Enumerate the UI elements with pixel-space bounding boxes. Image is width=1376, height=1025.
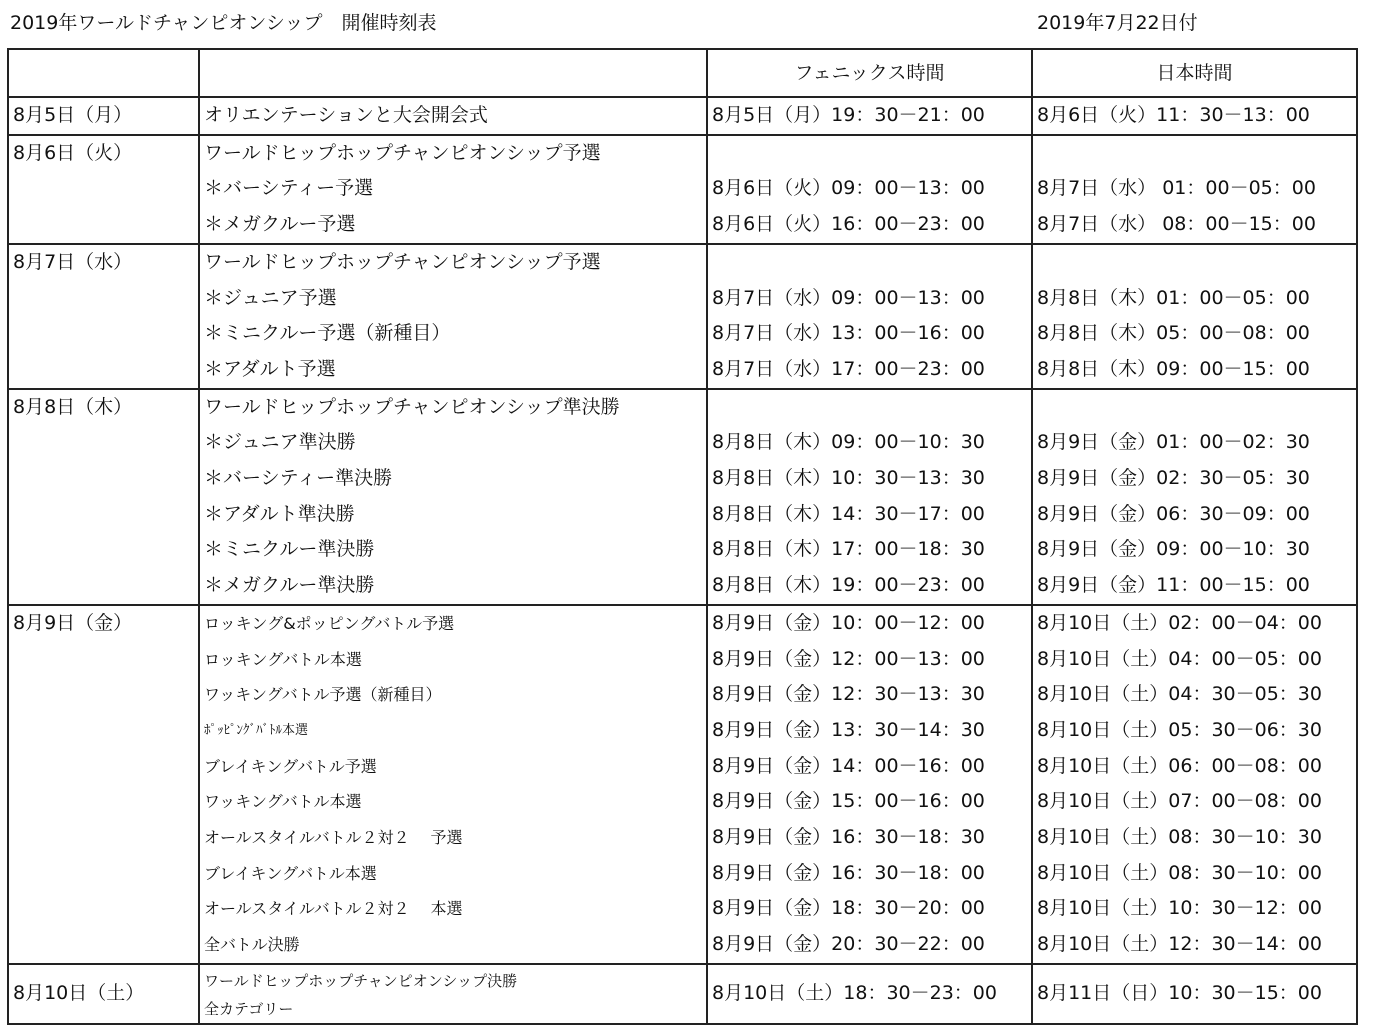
- japan-time-cell: 8月8日（木）05：00－08：00: [1032, 316, 1357, 352]
- phoenix-time-cell: 8月7日（水）09：00－13：00: [707, 281, 1032, 317]
- table-row: [8, 461, 1357, 497]
- phoenix-time-cell: 8月6日（火）09：00－13：00: [707, 171, 1032, 207]
- schedule-body: [8, 49, 1357, 1024]
- table-row: [8, 316, 1357, 352]
- japan-time-cell: 8月10日（土）10：30－12：00: [1032, 891, 1357, 927]
- japan-time-cell: [1032, 244, 1357, 281]
- final-event-line1: ワールドヒップホップチャンピオンシップ決勝: [204, 971, 518, 990]
- japan-time-cell: 8月8日（木）09：00－15：00: [1032, 352, 1357, 389]
- phoenix-time-cell: 8月9日（金）15：00－16：00: [707, 784, 1032, 820]
- table-row: [8, 820, 1357, 856]
- final-event-lines: [204, 965, 706, 1023]
- event-cell: オールスタイルバトル２対２ 予選: [199, 820, 707, 856]
- phoenix-time-cell: 8月9日（金）13：30－14：30: [707, 713, 1032, 749]
- table-row: [8, 425, 1357, 461]
- japan-time-cell: 8月9日（金）11：00－15：00: [1032, 568, 1357, 605]
- table-row: [8, 677, 1357, 713]
- event-cell: ブレイキングバトル本選: [199, 856, 707, 892]
- phoenix-time-cell: 8月7日（水）17：00－23：00: [707, 352, 1032, 389]
- table-row: [8, 532, 1357, 568]
- day-cell: 8月8日（木）: [8, 389, 199, 605]
- japan-time-cell: 8月7日（水） 01：00－05：00: [1032, 171, 1357, 207]
- event-cell: ＊アダルト予選: [199, 352, 707, 389]
- table-row: [8, 244, 1357, 281]
- japan-time-cell: [1032, 135, 1357, 172]
- phoenix-time-cell: 8月9日（金）10：00－12：00: [707, 605, 1032, 642]
- japan-time-cell: 8月9日（金）02：30－05：30: [1032, 461, 1357, 497]
- table-row: [8, 97, 1357, 135]
- header-japan-time: 日本時間: [1032, 49, 1357, 97]
- phoenix-time-cell: 8月6日（火）16：00－23：00: [707, 207, 1032, 244]
- header-row: [8, 49, 1357, 97]
- phoenix-time-cell: 8月9日（金）16：30－18：30: [707, 820, 1032, 856]
- event-cell: [199, 964, 707, 1024]
- event-cell: ロッキング&ポッピングバトル予選: [199, 605, 707, 642]
- japan-time-cell: 8月10日（土）05：30－06：30: [1032, 713, 1357, 749]
- phoenix-time-cell: 8月8日（木）17：00－18：30: [707, 532, 1032, 568]
- phoenix-time-cell: 8月8日（木）09：00－10：30: [707, 425, 1032, 461]
- table-row: [8, 856, 1357, 892]
- header-event-col: [199, 49, 707, 97]
- phoenix-time-cell: 8月10日（土）18：30－23：00: [707, 964, 1032, 1024]
- japan-time-cell: 8月10日（土）12：30－14：00: [1032, 927, 1357, 964]
- table-row: [8, 389, 1357, 426]
- phoenix-time-cell: 8月9日（金）14：00－16：00: [707, 749, 1032, 785]
- table-row: [8, 891, 1357, 927]
- table-row: [8, 497, 1357, 533]
- event-cell: ワールドヒップホップチャンピオンシップ準決勝: [199, 389, 707, 426]
- event-cell: ロッキングバトル本選: [199, 642, 707, 678]
- phoenix-time-cell: 8月9日（金）20：30－22：00: [707, 927, 1032, 964]
- event-cell: ワッキングバトル予選（新種目）: [199, 677, 707, 713]
- japan-time-cell: 8月10日（土）08：30－10：00: [1032, 856, 1357, 892]
- phoenix-time-cell: 8月8日（木）14：30－17：00: [707, 497, 1032, 533]
- japan-time-cell: 8月7日（水） 08：00－15：00: [1032, 207, 1357, 244]
- japan-time-cell: 8月10日（土）04：30－05：30: [1032, 677, 1357, 713]
- table-row: [8, 927, 1357, 964]
- table-row: [8, 749, 1357, 785]
- japan-time-cell: 8月10日（土）07：00－08：00: [1032, 784, 1357, 820]
- table-row: [8, 135, 1357, 172]
- schedule-table: [7, 48, 1358, 1025]
- event-cell: ワッキングバトル本選: [199, 784, 707, 820]
- japan-time-cell: [1032, 389, 1357, 426]
- japan-time-cell: 8月11日（日）10：30－15：00: [1032, 964, 1357, 1024]
- phoenix-time-cell: 8月5日（月）19：30－21：00: [707, 97, 1032, 135]
- event-cell: ＊ミニクルー予選（新種目）: [199, 316, 707, 352]
- event-cell: ＊ジュニア準決勝: [199, 425, 707, 461]
- event-cell: ＊メガクルー予選: [199, 207, 707, 244]
- event-cell: ＊ミニクルー準決勝: [199, 532, 707, 568]
- event-cell: ワールドヒップホップチャンピオンシップ予選: [199, 244, 707, 281]
- phoenix-time-cell: 8月9日（金）12：00－13：00: [707, 642, 1032, 678]
- phoenix-time-cell: 8月9日（金）12：30－13：30: [707, 677, 1032, 713]
- table-row: [8, 281, 1357, 317]
- japan-time-cell: 8月10日（土）06：00－08：00: [1032, 749, 1357, 785]
- document-title: 2019年ワールドチャンピオンシップ 開催時刻表: [10, 12, 437, 34]
- table-row: [8, 568, 1357, 605]
- phoenix-time-cell: 8月9日（金）18：30－20：00: [707, 891, 1032, 927]
- event-cell: ＊バーシティー準決勝: [199, 461, 707, 497]
- phoenix-time-cell: 8月9日（金）16：30－18：00: [707, 856, 1032, 892]
- event-cell: ワールドヒップホップチャンピオンシップ予選: [199, 135, 707, 172]
- final-row: [8, 964, 1357, 1024]
- table-row: [8, 207, 1357, 244]
- event-cell: ブレイキングバトル予選: [199, 749, 707, 785]
- day-cell: 8月7日（水）: [8, 244, 199, 389]
- header-phoenix-time: フェニックス時間: [707, 49, 1032, 97]
- japan-time-cell: 8月10日（土）02：00－04：00: [1032, 605, 1357, 642]
- phoenix-time-cell: 8月7日（水）13：00－16：00: [707, 316, 1032, 352]
- japan-time-cell: 8月6日（火）11：30－13：00: [1032, 97, 1357, 135]
- table-row: [8, 171, 1357, 207]
- event-cell: ﾎﾟｯﾋﾟﾝｸﾞﾊﾞﾄﾙ本選: [199, 713, 707, 749]
- phoenix-time-cell: [707, 135, 1032, 172]
- table-row: [8, 713, 1357, 749]
- phoenix-time-cell: [707, 389, 1032, 426]
- japan-time-cell: 8月9日（金）09：00－10：30: [1032, 532, 1357, 568]
- header-date-col: [8, 49, 199, 97]
- day-cell: 8月10日（土）: [8, 964, 199, 1024]
- japan-time-cell: 8月10日（土）04：00－05：00: [1032, 642, 1357, 678]
- table-row: [8, 784, 1357, 820]
- phoenix-time-cell: 8月8日（木）10：30－13：30: [707, 461, 1032, 497]
- japan-time-cell: 8月9日（金）06：30－09：00: [1032, 497, 1357, 533]
- japan-time-cell: 8月10日（土）08：30－10：30: [1032, 820, 1357, 856]
- table-row: [8, 605, 1357, 642]
- day-cell: 8月6日（火）: [8, 135, 199, 244]
- table-row: [8, 352, 1357, 389]
- event-cell: オリエンテーションと大会開会式: [199, 97, 707, 135]
- japan-time-cell: 8月9日（金）01：00－02：30: [1032, 425, 1357, 461]
- event-cell: ＊アダルト準決勝: [199, 497, 707, 533]
- event-cell: 全バトル決勝: [199, 927, 707, 964]
- document-date: 2019年7月22日付: [1037, 12, 1198, 34]
- japan-time-cell: 8月8日（木）01：00－05：00: [1032, 281, 1357, 317]
- table-row: [8, 642, 1357, 678]
- final-event-line2: 全カテゴリー: [204, 999, 294, 1018]
- event-cell: ＊バーシティー予選: [199, 171, 707, 207]
- event-cell: ＊ジュニア予選: [199, 281, 707, 317]
- phoenix-time-cell: 8月8日（木）19：00－23：00: [707, 568, 1032, 605]
- event-cell: ＊メガクルー準決勝: [199, 568, 707, 605]
- day-cell: 8月5日（月）: [8, 97, 199, 135]
- day-cell: 8月9日（金）: [8, 605, 199, 964]
- event-cell: オールスタイルバトル２対２ 本選: [199, 891, 707, 927]
- phoenix-time-cell: [707, 244, 1032, 281]
